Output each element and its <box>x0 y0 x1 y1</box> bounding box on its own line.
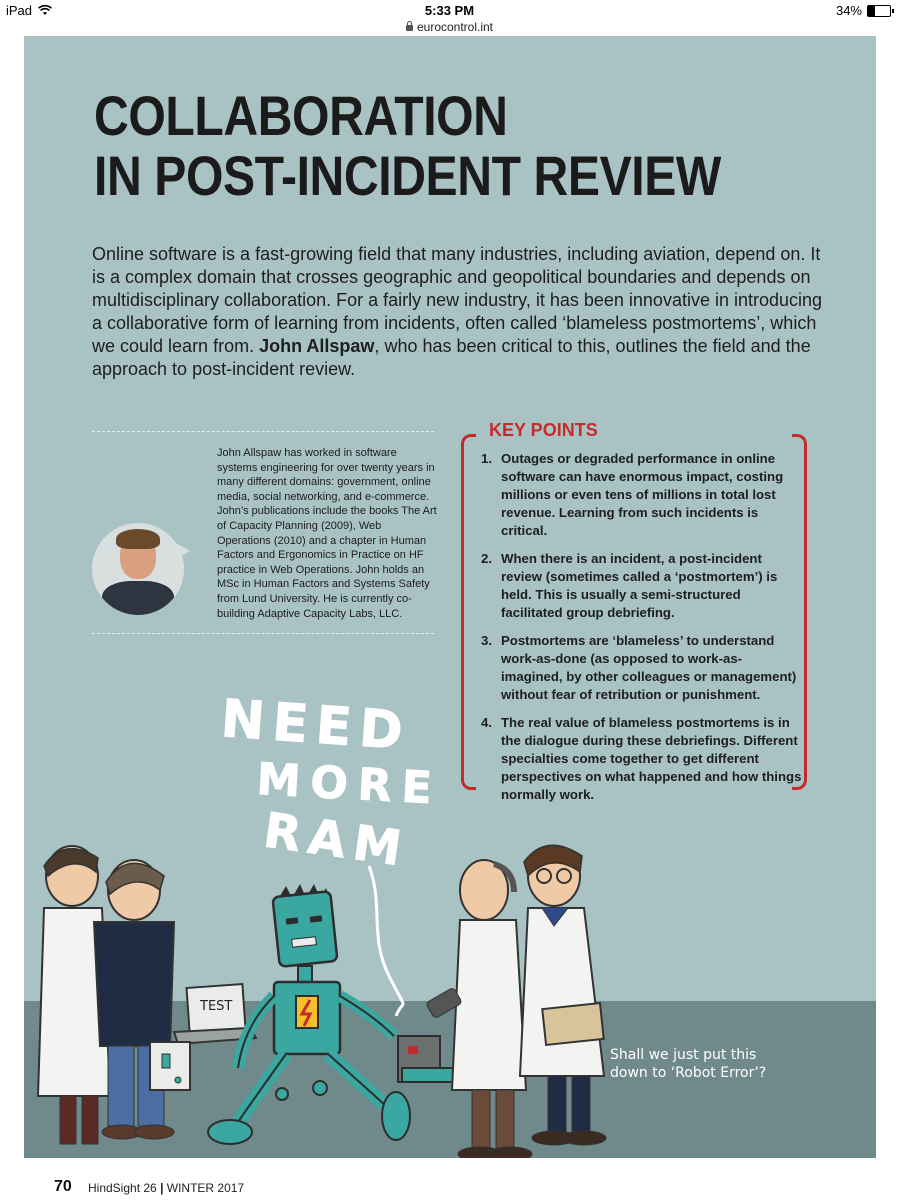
cartoon-illustration <box>24 676 876 1158</box>
intro-text-2: , who has been critical to this, outlines the field and the approach to post-incident review. <box>92 336 811 379</box>
handwriting-more: MORE <box>255 754 443 815</box>
footer-separator: | <box>160 1181 164 1195</box>
bio-divider-bottom <box>92 633 434 634</box>
battery-level <box>868 6 875 16</box>
avatar-hair <box>116 529 160 549</box>
battery-percent: 34% <box>835 3 862 18</box>
status-right <box>836 3 891 18</box>
publication-info <box>88 1181 244 1195</box>
battery-icon <box>867 5 891 17</box>
lock-icon <box>406 25 413 31</box>
handwriting-ram: RAM <box>260 802 413 879</box>
title-line-2: IN POST-INCIDENT REVIEW <box>94 144 721 207</box>
key-point-item <box>481 550 803 622</box>
article-intro <box>92 243 832 381</box>
key-point-number: 4. <box>481 715 492 730</box>
key-point-number: 3. <box>481 633 492 648</box>
key-point-text: Outages or degraded performance in online software can have enormous impact, costing millions or even tens of millions in total lost revenue. Learning from such incidents is critical. <box>501 451 784 538</box>
author-avatar <box>92 523 188 619</box>
bio-divider-top <box>92 431 434 432</box>
key-point-text: When there is an incident, a post-incident review (sometimes called a ‘postmortem’) is held. This is usually a semi-structured facilitated group debriefing. <box>501 551 778 620</box>
key-point-text: The real value of blameless postmortems is in the dialogue during these debriefings. Different specialties come together to get different perspectives on what happened and how things normally work. <box>501 715 802 802</box>
device-left <box>150 1042 190 1090</box>
issue-name: WINTER 2017 <box>166 1181 245 1195</box>
key-points-title: KEY POINTS <box>483 420 604 441</box>
key-point-item <box>481 450 803 540</box>
author-bio: John Allspaw has worked in software systems engineering for over twenty years in many different domains: government, online media, social networking, and e-commerce. John’s publications include the books The Art of Capacity Planning (2009), Web Operations (2010) and a chapter in Human Factors and Ergonomics in Practice on HF practice in Web Operations. John holds an MSc in Human Factors and Systems Safety from Lund University. He is currently co-building Adaptive Capacity Labs, LLC. <box>217 447 437 620</box>
handwriting-squiggle <box>369 866 403 1016</box>
url-domain: eurocontrol.int <box>416 20 494 34</box>
key-point-text: Postmortems are ‘blameless’ to understand work-as-done (as opposed to work-as-imagined, by other colleagues or management) without fear of retribution or punishment. <box>501 633 797 702</box>
publication-name: HindSight 26 <box>88 1181 157 1195</box>
address-bar[interactable] <box>0 20 899 36</box>
cartoon-caption: Shall we just put this down to ‘Robot Error’? <box>610 1047 767 1081</box>
handwriting-need: NEED <box>219 689 413 763</box>
magazine-page <box>24 36 876 1158</box>
avatar-shirt <box>102 581 174 615</box>
clock: 5:33 PM <box>424 3 475 18</box>
page-number: 70 <box>54 1178 72 1195</box>
avatar <box>92 523 184 615</box>
status-bar <box>0 0 899 20</box>
key-point-number: 2. <box>481 551 492 566</box>
title-line-1: COLLABORATION <box>94 84 508 147</box>
intro-text-1: Online software is a fast-growing field that many industries, including aviation, depend on. It is a complex domain that crosses geographic and geopolitical boundaries and depends on multidisciplinary collaboration. For a fairly new industry, it has been innovative in introducing a collaborative form of learning from incidents, often called ‘blameless postmortems’, which we could learn from. <box>92 244 823 356</box>
page-footer <box>0 1160 899 1200</box>
key-point-number: 1. <box>481 451 492 466</box>
author-name: John Allspaw <box>259 336 375 356</box>
laptop-label: TEST <box>200 999 233 1014</box>
article-title <box>94 86 748 206</box>
device-label: iPad <box>6 3 33 18</box>
